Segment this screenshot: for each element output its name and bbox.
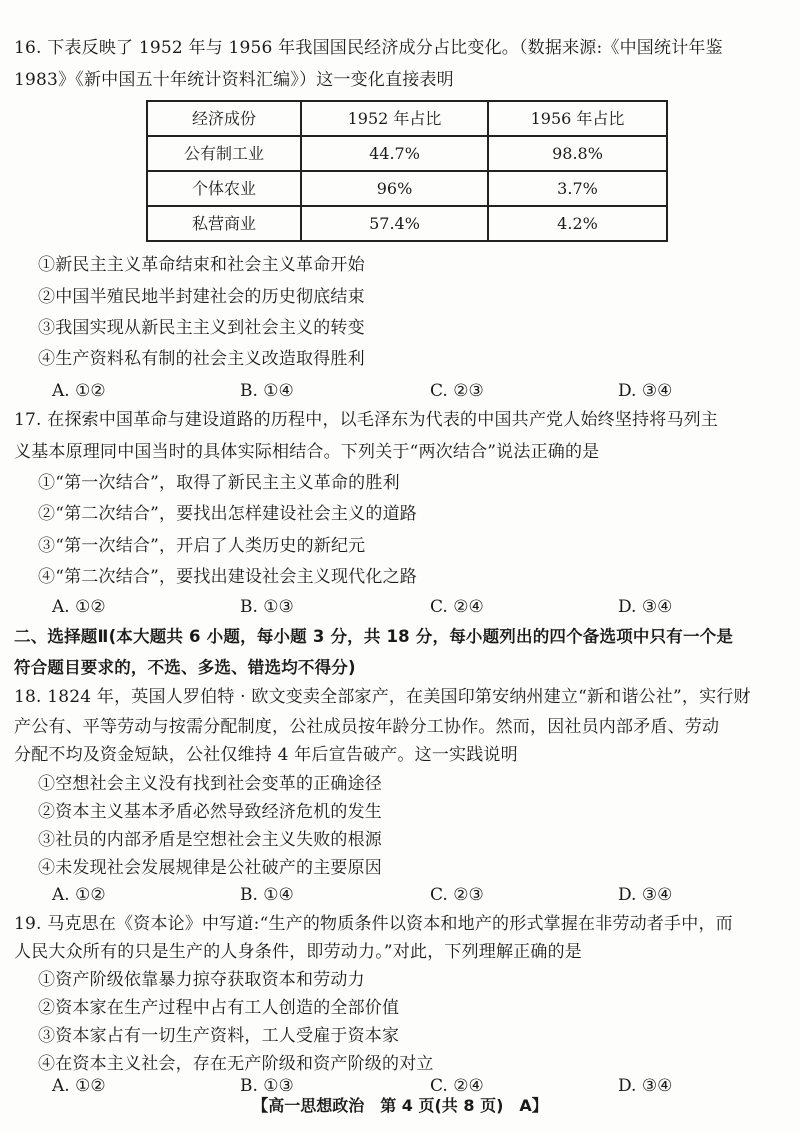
table-cell: 44.7% [301,136,488,171]
option-a: A. ①② [52,885,106,905]
table-cell: 私营商业 [147,206,301,241]
q18-stem-line-3: 分配不均及资金短缺，公社仅维持 4 年后宣告破产。这一实践说明 [14,745,518,765]
section-2-heading-line-2: 符合题目要求的，不选、多选、错选均不得分) [14,658,356,677]
option-b: B. ①④ [240,381,294,401]
q18-statement: ④未发现社会发展规律是公社破产的主要原因 [38,858,382,878]
option-b: B. ①③ [240,1076,294,1096]
q17-statement: ①“第一次结合”，取得了新民主主义革命的胜利 [38,473,400,493]
option-c: C. ②④ [430,1076,484,1096]
table-cell: 个体农业 [147,171,301,206]
q19-stem-line-2: 人民大众所有的只是生产的人身条件，即劳动力。”对此，下列理解正确的是 [14,942,582,962]
q16-statement: ①新民主主义革命结束和社会主义革命开始 [38,255,365,275]
table-row [147,136,667,171]
table-row [147,171,667,206]
q19-statement: ④在资本主义社会，存在无产阶级和资产阶级的对立 [38,1054,434,1074]
option-d: D. ③④ [618,1076,673,1096]
q17-statement: ④“第二次结合”，要找出建设社会主义现代化之路 [38,567,417,587]
option-a: A. ①② [52,597,106,617]
economy-share-table [146,100,668,242]
option-d: D. ③④ [618,381,673,401]
q19-statement: ①资产阶级依靠暴力掠夺获取资本和劳动力 [38,970,365,990]
q17-options [0,597,800,619]
table-cell: 4.2% [488,206,667,241]
q18-statement: ③社员的内部矛盾是空想社会主义失败的根源 [38,830,382,850]
option-c: C. ②③ [430,885,484,905]
q17-statement: ②“第二次结合”，要找出怎样建设社会主义的道路 [38,504,417,524]
q17-stem-line-2: 义基本原理同中国当时的具体实际相结合。下列关于“两次结合”说法正确的是 [14,442,600,462]
q16-statement: ③我国实现从新民主主义到社会主义的转变 [38,318,365,338]
option-c: C. ②④ [430,597,484,617]
option-a: A. ①② [52,1076,106,1096]
table-cell: 98.8% [488,136,667,171]
table-row [147,206,667,241]
q18-stem-line-2: 产公有、平等劳动与按需分配制度，公社成员按年龄分工协作。然而，因社员内部矛盾、劳动 [14,717,720,737]
q17-statement: ③“第一次结合”，开启了人类历史的新纪元 [38,536,366,556]
q19-statement: ③资本家占有一切生产资料，工人受雇于资本家 [38,1026,400,1046]
q18-statement: ②资本主义基本矛盾必然导致经济危机的发生 [38,802,382,822]
q16-options [0,381,800,403]
table-cell: 3.7% [488,171,667,206]
option-a: A. ①② [52,381,106,401]
option-b: B. ①③ [240,597,294,617]
q18-statement: ①空想社会主义没有找到社会变革的正确途径 [38,774,382,794]
table-cell: 公有制工业 [147,136,301,171]
table-header-cell: 1952 年占比 [301,101,488,136]
section-2-heading-line-1: 二、选择题Ⅱ(本大题共 6 小题，每小题 3 分，共 18 分，每小题列出的四个备选项中只有一个是 [14,627,734,646]
table-header-cell: 1956 年占比 [488,101,667,136]
table-header-cell: 经济成份 [147,101,301,136]
table-cell: 96% [301,171,488,206]
option-c: C. ②③ [430,381,484,401]
q16-statement: ④生产资料私有制的社会主义改造取得胜利 [38,349,365,369]
option-d: D. ③④ [618,597,673,617]
q16-stem-line-2: 1983》《新中国五十年统计资料汇编》）这一变化直接表明 [14,70,454,90]
option-d: D. ③④ [618,885,673,905]
q17-stem-line-1: 17. 在探索中国革命与建设道路的历程中，以毛泽东为代表的中国共产党人始终坚持将马列主 [14,410,719,430]
q16-stem-line-1: 16. 下表反映了 1952 年与 1956 年我国国民经济成分占比变化。（数据来源:《中国统计年鉴 [14,38,723,58]
q19-stem-line-1: 19. 马克思在《资本论》中写道:“生产的物质条件以资本和地产的形式掌握在非劳动者手中，而 [14,914,733,934]
q18-options [0,885,800,907]
q19-options [0,1076,800,1096]
table-cell: 57.4% [301,206,488,241]
q16-statement: ②中国半殖民地半封建社会的历史彻底结束 [38,287,365,307]
page-footer: 【高一思想政治 第 4 页(共 8 页) A】 [252,1096,548,1115]
q18-stem-line-1: 18. 1824 年，英国人罗伯特 · 欧文变卖全部家产，在美国印第安纳州建立“新和谐公社”，实行财 [14,687,751,707]
table-header-row [147,101,667,136]
option-b: B. ①④ [240,885,294,905]
q19-statement: ②资本家在生产过程中占有工人创造的全部价值 [38,998,400,1018]
